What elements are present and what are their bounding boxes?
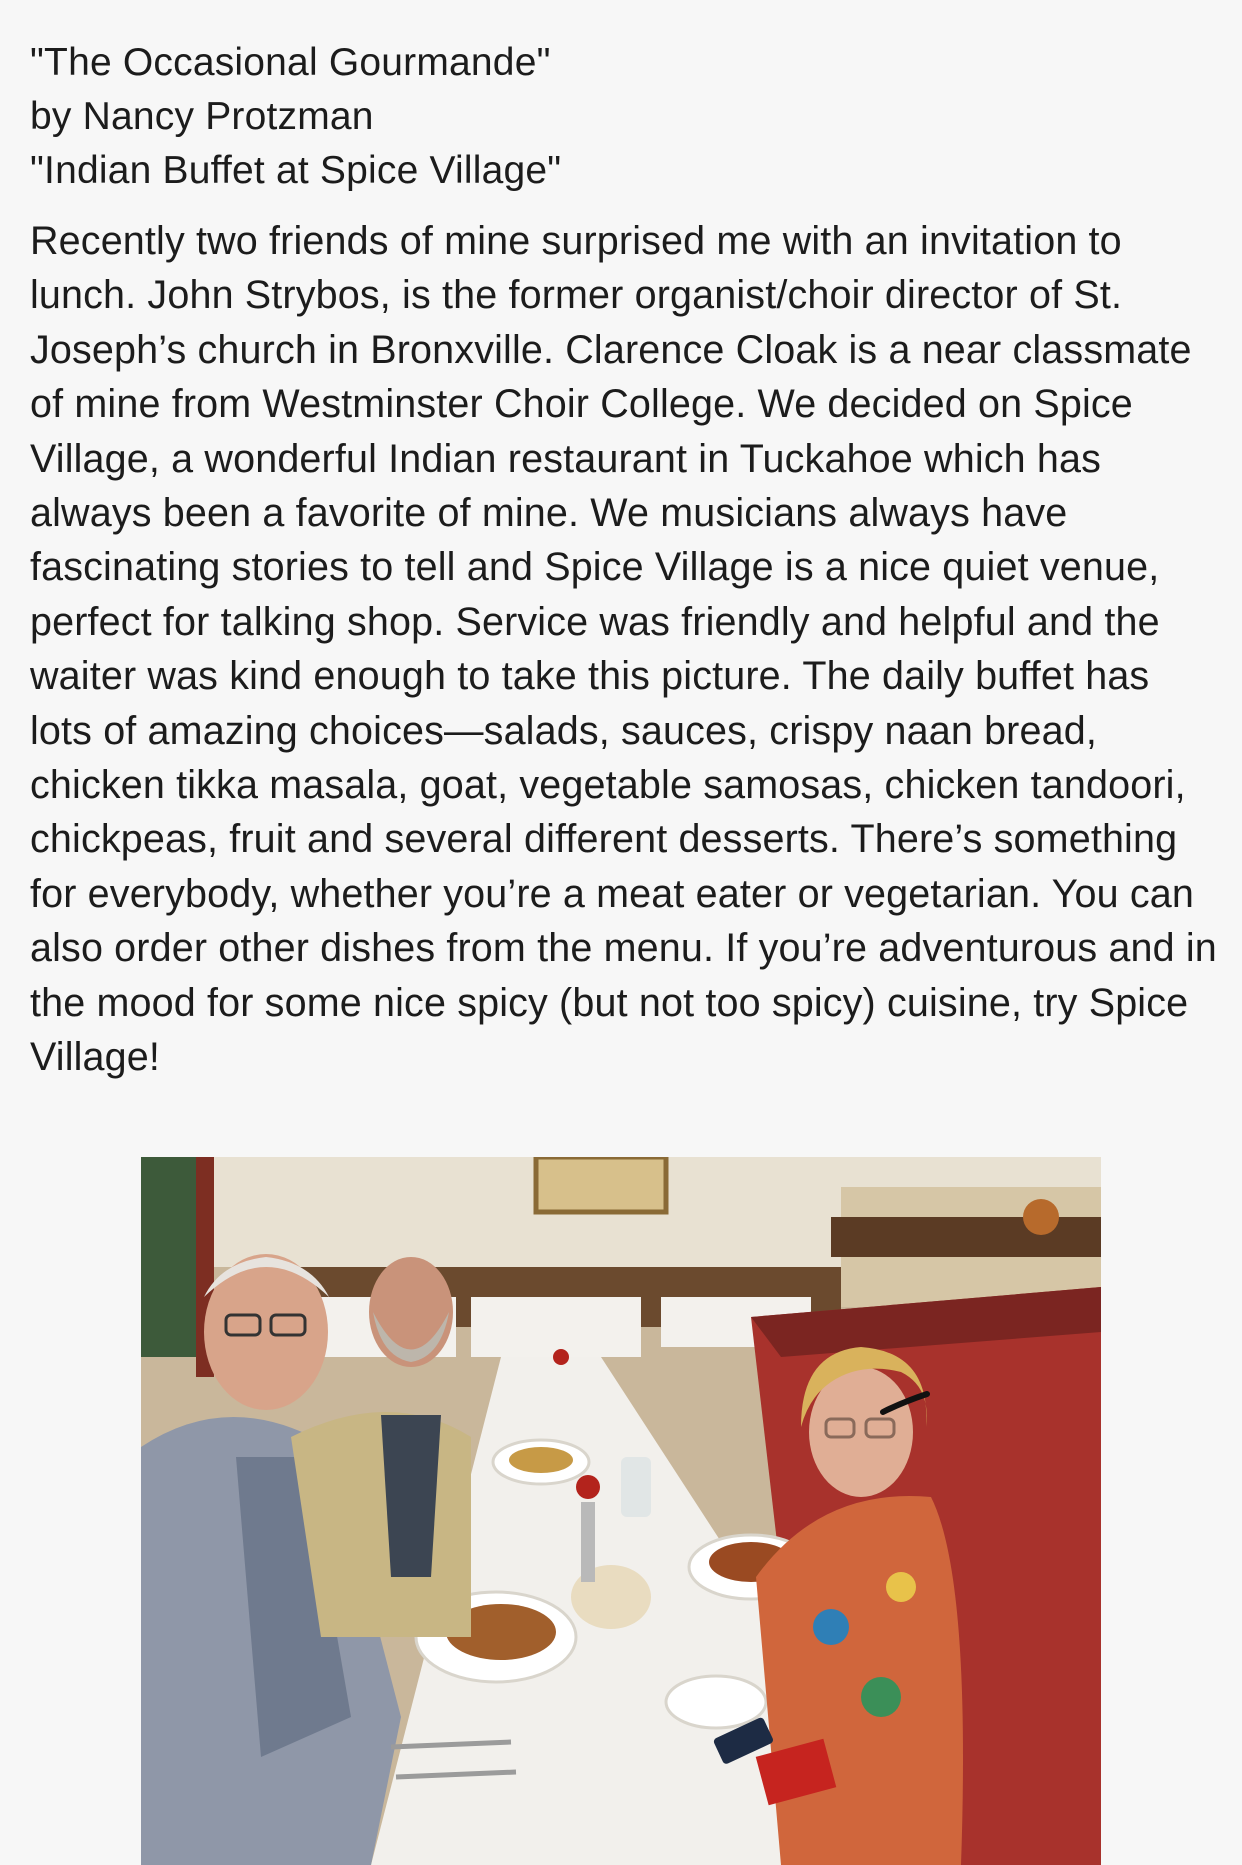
restaurant-photo[interactable] [141,1157,1101,1865]
photo-blouse-pattern-1 [813,1609,849,1645]
photo-woman-blouse [756,1496,963,1865]
photo-water-glass [621,1457,651,1517]
photo-blouse-pattern-3 [861,1677,901,1717]
photo-man-middle-shirt [291,1412,471,1637]
post-header [30,36,1210,198]
post-byline: by Nancy Protzman [30,95,374,138]
photo-rose [576,1475,600,1499]
post-body: Recently two friends of mine surprised me with an invitation to lunch. John Strybos, is the former organist/choir director of St. Joseph’s church in Bronxville. Clarence Cloak is a near classmate of mine from Westminster Choir College. We decided on Spice Village, a wonderful Indian restaurant in Tuckahoe which has always been a favorite of mine. We musicians always have fascinating stories to tell and Spice Village is a nice quiet venue, perfect for talking shop. Service was friendly and helpful and the waiter was kind enough to take this picture. The daily buffet has lots of amazing choices—salads, sauces, crispy naan bread, chicken tikka masala, goat, vegetable samosas, chicken tandoori, chickpeas, fruit and several different desserts. There’s something for everybody, whether you’re a meat eater or vegetarian. You can also order other dishes from the menu. If you’re adventurous and in the mood for some nice spicy (but not too spicy) cuisine, try Spice Village! [30,219,1217,1080]
photo-window [141,1157,196,1357]
photo-decor-shelf [831,1217,1101,1257]
photo-bg-table-center [471,1297,641,1357]
photo-vase [581,1502,595,1582]
restaurant-photo-illustration [141,1157,1101,1865]
photo-decor-lamp [1023,1199,1059,1235]
post-title: "The Occasional Gourmande" [30,41,551,84]
photo-rose-far [553,1349,569,1365]
photo-plate-far-food [509,1447,573,1473]
photo-man-middle-tee [381,1415,441,1577]
photo-wall-frame [536,1157,666,1212]
photo-blouse-pattern-2 [886,1572,916,1602]
photo-side-plate [666,1676,766,1728]
post-subtitle: "Indian Buffet at Spice Village" [30,149,562,192]
